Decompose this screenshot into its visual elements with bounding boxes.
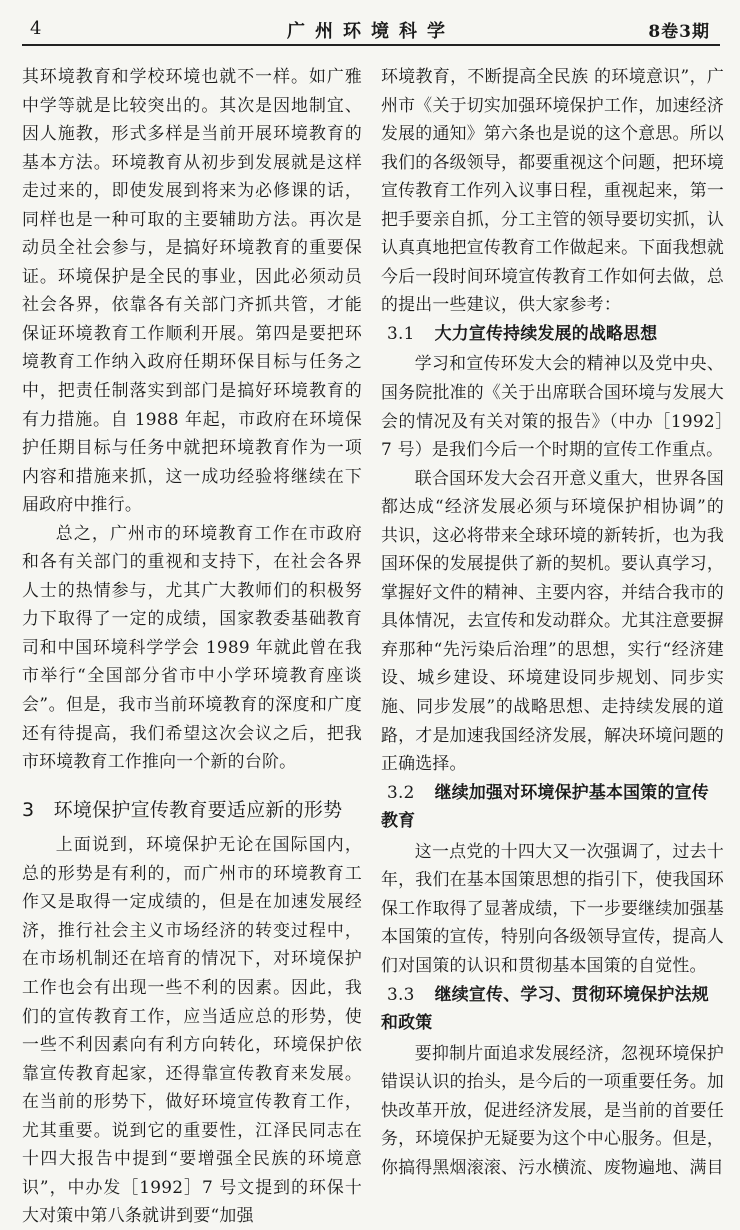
subsection-heading [381, 778, 724, 835]
paragraph: 其环境教育和学校环境也就不一样。如广雅中学等就是比较突出的。其次是因地制宜、因人施教，形式多样是当前开展环境教育的基本方法。环境教育从初步到发展就是这样走过来的，即使发展到将来为必修课的话，同样也是一种可取的主要辅助方法。再次是动员全社会参与，是搞好环境教育的重要保证。环境保护是全民的事业，因此必须动员社会各界，依靠各有关部门齐抓共管，才能保证环境教育工作顺利开展。第四是要把环境教育工作纳入政府任期环保目标与任务之中，把责任制落实到部门是搞好环境教育的有力措施。自 1988 年起，市政府在环境保护任期目标与任务中就把环境教育作为一项内容和措施来抓，这一成功经验将继续在下届政府中推行。 [22, 66, 362, 515]
right-column [381, 62, 724, 1181]
section-heading: 3 环境保护宣传教育要适应新的形势 [22, 798, 343, 821]
issue-label: 8卷3期 [648, 22, 710, 42]
left-column [22, 62, 362, 1230]
paragraph: 上面说到，环境保护无论在国际国内，总的形势是有利的，而广州市的环境教育工作又是取得一定成绩的，但是在加速发展经济，推行社会主义市场经济的转变过程中，在市场机制还在培育的情况下，对环境保护工作也会有出现一些不利的因素。因此，我们的宣传教育工作，应当适应总的形势，使一些不利因素向有利方向转化，环境保护依靠宣传教育起家，还得靠宣传教育来发展。在当前的形势下，做好环境宣传教育工作，尤其重要。说到它的重要性，江泽民同志在十四大报告中提到“要增强全民族的环境意识”，中办发［1992］7 号文提到的环保十大对策中第八条就讲到要“加强 [22, 834, 362, 1226]
subsection-title: 继续宣传、学习、贯彻环境保护法规和政策 [381, 983, 709, 1033]
subsection-number: 3.3 [387, 983, 415, 1004]
subsection-title: 大力宣传持续发展的战略思想 [434, 322, 658, 343]
subsection-number: 3.2 [387, 781, 415, 802]
page-header [22, 14, 720, 46]
subsection-number: 3.1 [387, 322, 415, 343]
page-number: 4 [30, 18, 42, 39]
journal-title: 广州环境科学 [287, 21, 455, 42]
paragraph: 总之，广州市的环境教育工作在市政府和各有关部门的重视和支持下，在社会各界人士的热情参与，尤其广大教师们的积极努力下取得了一定的成绩，国家教委基础教育司和中国环境科学学会 1989 年就此曾在我市举行“全国部分省市中小学环境教育座谈会”。但是，我市当前环境教育的深度和广度还有待提高，我们希望这次会议之后，把我市环境教育工作推向一个新的台阶。 [22, 522, 362, 772]
subsection-heading [381, 319, 724, 348]
paragraph: 要抑制片面追求发展经济，忽视环境保护错误认识的抬头，是今后的一项重要任务。加快改革开放，促进经济发展，是当前的首要任务，环境保护无疑要为这个中心服务。但是，你搞得黑烟滚滚、污水横流、废物遍地、满目 [381, 1042, 724, 1177]
subsection-heading [381, 980, 724, 1037]
paragraph: 这一点党的十四大又一次强调了，过去十年，我们在基本国策思想的指引下，使我国环保工作取得了显著成绩，下一步要继续加强基本国策的宣传，特别向各级领导宣传，提高人们对国策的认识和贯彻基本国策的自觉性。 [381, 840, 724, 975]
paragraph: 环境教育，不断提高全民族 的环境意识”，广州市《关于切实加强环境保护工作，加速经济发展的通知》第六条也是说的这个意思。所以我们的各级领导，都要重视这个问题，把环境宣传教育工作列入议事日程，重视起来，第一把手要亲自抓，分工主管的领导要切实抓，认认真真地把宣传教育工作做起来。下面我想就今后一段时间环境宣传教育工作如何去做，总的提出一些建议，供大家参考： [381, 66, 724, 315]
subsection-title: 继续加强对环境保护基本国策的宣传教育 [381, 781, 709, 831]
paragraph: 学习和宣传环发大会的精神以及党中央、国务院批准的《关于出席联合国环境与发展大会的情况及有关对策的报告》（中办［1992］7 号）是我们今后一个时期的宣传工作重点。 [381, 353, 724, 460]
paragraph: 联合国环发大会召开意义重大，世界各国都达成“经济发展必须与环境保护相协调”的共识，这必将带来全球环境的新转折，也为我国环保的发展提供了新的契机。要认真学习，掌握好文件的精神、主要内容，并结合我市的具体情况，去宣传和发动群众。尤其注意要摒弃那种“先污染后治理”的思想，实行“经济建设、城乡建设、环境建设同步规划、同步实施、同步发展”的战略思想、走持续发展的道路，才是加速我国经济发展，解决环境问题的正确选择。 [381, 467, 724, 774]
